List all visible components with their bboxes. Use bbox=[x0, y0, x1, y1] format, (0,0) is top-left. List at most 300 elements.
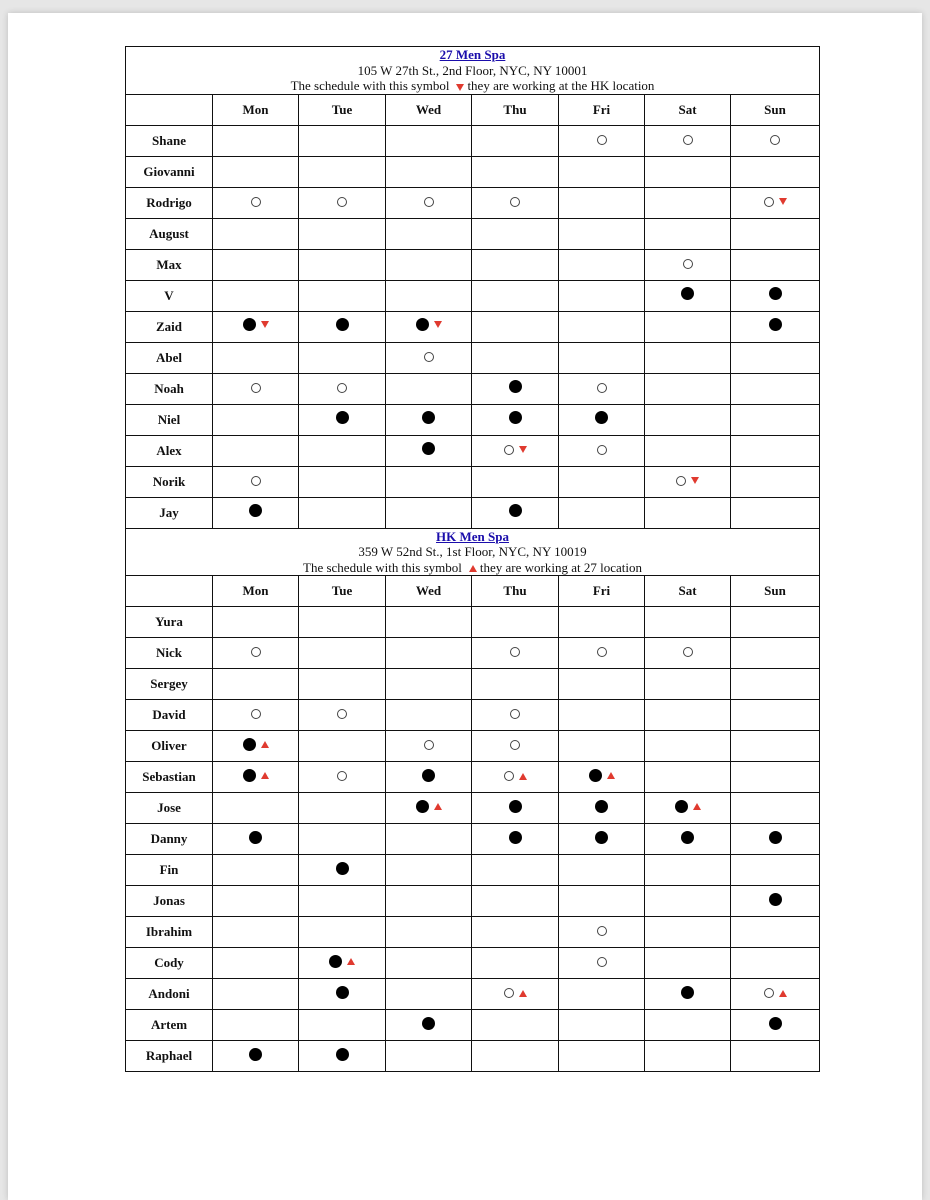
schedule-cell-tue bbox=[299, 855, 386, 886]
open-circle-icon bbox=[424, 352, 434, 362]
schedule-cell-sun bbox=[731, 342, 820, 373]
schedule-cell-mon bbox=[213, 373, 299, 404]
shift-mark bbox=[504, 445, 527, 455]
day-header-fri: Fri bbox=[559, 576, 645, 607]
schedule-cell-sat bbox=[645, 249, 731, 280]
schedule-cell-wed bbox=[386, 1041, 472, 1072]
schedule-cell-sat bbox=[645, 607, 731, 638]
staff-name: Sergey bbox=[126, 669, 213, 700]
day-header-tue: Tue bbox=[299, 94, 386, 125]
schedule-cell-sun bbox=[731, 1041, 820, 1072]
schedule-cell-mon bbox=[213, 948, 299, 979]
schedule-cell-mon bbox=[213, 497, 299, 528]
schedule-cell-tue bbox=[299, 948, 386, 979]
filled-circle-icon bbox=[595, 831, 608, 844]
schedule-cell-mon bbox=[213, 404, 299, 435]
day-header-row bbox=[126, 94, 820, 125]
filled-circle-icon bbox=[509, 380, 522, 393]
open-circle-icon bbox=[764, 988, 774, 998]
day-header-thu: Thu bbox=[472, 576, 559, 607]
staff-row bbox=[126, 125, 820, 156]
day-header-sat: Sat bbox=[645, 576, 731, 607]
schedule-cell-tue bbox=[299, 218, 386, 249]
schedule-cell-mon bbox=[213, 342, 299, 373]
schedule-cell-wed bbox=[386, 435, 472, 466]
schedule-cell-thu bbox=[472, 1041, 559, 1072]
day-header-sun: Sun bbox=[731, 576, 820, 607]
schedule-cell-wed bbox=[386, 156, 472, 187]
schedule-cell-sun bbox=[731, 249, 820, 280]
shift-mark bbox=[424, 740, 434, 750]
corner-cell bbox=[126, 576, 213, 607]
shift-mark bbox=[337, 709, 347, 719]
schedule-cell-sat bbox=[645, 218, 731, 249]
red-triangle-up-icon bbox=[261, 772, 269, 779]
open-circle-icon bbox=[424, 740, 434, 750]
open-circle-icon bbox=[510, 709, 520, 719]
schedule-cell-tue bbox=[299, 1010, 386, 1041]
schedule-cell-sun bbox=[731, 824, 820, 855]
staff-row bbox=[126, 1041, 820, 1072]
open-circle-icon bbox=[683, 647, 693, 657]
shift-mark bbox=[337, 383, 347, 393]
shift-mark bbox=[504, 988, 527, 998]
staff-name: Jonas bbox=[126, 886, 213, 917]
open-circle-icon bbox=[597, 957, 607, 967]
day-header-mon: Mon bbox=[213, 576, 299, 607]
schedule-cell-tue bbox=[299, 187, 386, 218]
shift-mark bbox=[681, 986, 694, 999]
schedule-cell-sat bbox=[645, 435, 731, 466]
schedule-cell-wed bbox=[386, 917, 472, 948]
staff-row bbox=[126, 855, 820, 886]
filled-circle-icon bbox=[509, 800, 522, 813]
shift-mark bbox=[336, 411, 349, 424]
open-circle-icon bbox=[597, 647, 607, 657]
red-triangle-down-icon bbox=[691, 477, 699, 484]
schedule-cell-tue bbox=[299, 824, 386, 855]
schedule-cell-fri bbox=[559, 948, 645, 979]
schedule-cell-sun bbox=[731, 187, 820, 218]
schedule-body bbox=[126, 47, 820, 1072]
red-triangle-down-icon bbox=[434, 321, 442, 328]
schedule-cell-wed bbox=[386, 638, 472, 669]
spa-title-link[interactable]: 27 Men Spa bbox=[439, 47, 506, 62]
staff-name: Noah bbox=[126, 373, 213, 404]
schedule-cell-fri bbox=[559, 793, 645, 824]
schedule-cell-fri bbox=[559, 187, 645, 218]
staff-name: Nick bbox=[126, 638, 213, 669]
staff-row bbox=[126, 1010, 820, 1041]
schedule-cell-sat bbox=[645, 404, 731, 435]
shift-mark bbox=[769, 1017, 782, 1030]
schedule-cell-sat bbox=[645, 280, 731, 311]
schedule-cell-fri bbox=[559, 125, 645, 156]
staff-row bbox=[126, 607, 820, 638]
staff-name: Alex bbox=[126, 435, 213, 466]
schedule-cell-thu bbox=[472, 249, 559, 280]
schedule-cell-sat bbox=[645, 824, 731, 855]
filled-circle-icon bbox=[243, 738, 256, 751]
schedule-cell-tue bbox=[299, 373, 386, 404]
schedule-cell-tue bbox=[299, 435, 386, 466]
schedule-cell-sat bbox=[645, 187, 731, 218]
staff-name: V bbox=[126, 280, 213, 311]
schedule-cell-thu bbox=[472, 731, 559, 762]
shift-mark bbox=[243, 738, 269, 751]
shift-mark bbox=[336, 986, 349, 999]
red-triangle-up-icon bbox=[347, 958, 355, 965]
schedule-cell-sat bbox=[645, 731, 731, 762]
staff-name: Raphael bbox=[126, 1041, 213, 1072]
schedule-cell-mon bbox=[213, 607, 299, 638]
schedule-cell-thu bbox=[472, 700, 559, 731]
corner-cell bbox=[126, 94, 213, 125]
staff-name: Fin bbox=[126, 855, 213, 886]
schedule-cell-sun bbox=[731, 979, 820, 1010]
shift-mark bbox=[329, 955, 355, 968]
shift-mark bbox=[597, 957, 607, 967]
open-circle-icon bbox=[510, 197, 520, 207]
schedule-cell-wed bbox=[386, 762, 472, 793]
day-header-sat: Sat bbox=[645, 94, 731, 125]
schedule-cell-sat bbox=[645, 1010, 731, 1041]
schedule-cell-wed bbox=[386, 497, 472, 528]
schedule-cell-wed bbox=[386, 280, 472, 311]
schedule-cell-fri bbox=[559, 731, 645, 762]
shift-mark bbox=[509, 504, 522, 517]
schedule-cell-mon bbox=[213, 917, 299, 948]
staff-name: Giovanni bbox=[126, 156, 213, 187]
shift-mark bbox=[510, 197, 520, 207]
staff-row bbox=[126, 979, 820, 1010]
open-circle-icon bbox=[251, 197, 261, 207]
shift-mark bbox=[336, 318, 349, 331]
schedule-cell-thu bbox=[472, 125, 559, 156]
shift-mark bbox=[249, 504, 262, 517]
day-header-sun: Sun bbox=[731, 94, 820, 125]
open-circle-icon bbox=[424, 197, 434, 207]
schedule-cell-wed bbox=[386, 669, 472, 700]
schedule-cell-wed bbox=[386, 886, 472, 917]
schedule-cell-thu bbox=[472, 1010, 559, 1041]
schedule-cell-thu bbox=[472, 855, 559, 886]
open-circle-icon bbox=[597, 445, 607, 455]
schedule-cell-sun bbox=[731, 218, 820, 249]
staff-row bbox=[126, 669, 820, 700]
schedule-cell-sat bbox=[645, 917, 731, 948]
open-circle-icon bbox=[251, 476, 261, 486]
open-circle-icon bbox=[504, 445, 514, 455]
staff-name: Danny bbox=[126, 824, 213, 855]
staff-name: Norik bbox=[126, 466, 213, 497]
staff-name: Zaid bbox=[126, 311, 213, 342]
schedule-cell-mon bbox=[213, 218, 299, 249]
shift-mark bbox=[510, 647, 520, 657]
staff-row bbox=[126, 638, 820, 669]
shift-mark bbox=[595, 411, 608, 424]
schedule-cell-fri bbox=[559, 1041, 645, 1072]
filled-circle-icon bbox=[595, 411, 608, 424]
schedule-cell-mon bbox=[213, 435, 299, 466]
staff-name: Andoni bbox=[126, 979, 213, 1010]
schedule-cell-sat bbox=[645, 1041, 731, 1072]
filled-circle-icon bbox=[249, 1048, 262, 1061]
schedule-cell-sat bbox=[645, 700, 731, 731]
schedule-cell-thu bbox=[472, 886, 559, 917]
schedule-cell-mon bbox=[213, 979, 299, 1010]
schedule-cell-mon bbox=[213, 731, 299, 762]
schedule-cell-tue bbox=[299, 342, 386, 373]
schedule-cell-thu bbox=[472, 156, 559, 187]
filled-circle-icon bbox=[336, 318, 349, 331]
shift-mark bbox=[681, 287, 694, 300]
staff-row bbox=[126, 793, 820, 824]
schedule-cell-thu bbox=[472, 187, 559, 218]
shift-mark bbox=[597, 647, 607, 657]
schedule-cell-tue bbox=[299, 607, 386, 638]
spa-address: 105 W 27th St., 2nd Floor, NYC, NY 10001 bbox=[357, 62, 588, 78]
schedule-cell-sun bbox=[731, 156, 820, 187]
staff-name: Artem bbox=[126, 1010, 213, 1041]
schedule-cell-mon bbox=[213, 762, 299, 793]
document-page bbox=[8, 13, 922, 1200]
filled-circle-icon bbox=[769, 318, 782, 331]
section-header-row bbox=[126, 47, 820, 95]
open-circle-icon bbox=[597, 926, 607, 936]
open-circle-icon bbox=[510, 647, 520, 657]
schedule-cell-tue bbox=[299, 979, 386, 1010]
filled-circle-icon bbox=[681, 986, 694, 999]
schedule-cell-wed bbox=[386, 793, 472, 824]
shift-mark bbox=[504, 771, 527, 781]
staff-row bbox=[126, 731, 820, 762]
filled-circle-icon bbox=[675, 800, 688, 813]
schedule-cell-fri bbox=[559, 342, 645, 373]
open-circle-icon bbox=[251, 709, 261, 719]
schedule-cell-mon bbox=[213, 638, 299, 669]
staff-row bbox=[126, 762, 820, 793]
open-circle-icon bbox=[510, 740, 520, 750]
red-triangle-up-icon bbox=[519, 773, 527, 780]
shift-mark bbox=[510, 709, 520, 719]
schedule-cell-mon bbox=[213, 125, 299, 156]
shift-mark bbox=[337, 197, 347, 207]
staff-row bbox=[126, 156, 820, 187]
schedule-cell-wed bbox=[386, 342, 472, 373]
schedule-cell-thu bbox=[472, 948, 559, 979]
schedule-cell-mon bbox=[213, 280, 299, 311]
shift-mark bbox=[249, 1048, 262, 1061]
red-triangle-up-icon bbox=[607, 772, 615, 779]
staff-row bbox=[126, 886, 820, 917]
shift-mark bbox=[595, 800, 608, 813]
red-triangle-down-icon bbox=[519, 446, 527, 453]
filled-circle-icon bbox=[249, 831, 262, 844]
schedule-cell-sun bbox=[731, 886, 820, 917]
schedule-cell-sat bbox=[645, 125, 731, 156]
schedule-cell-thu bbox=[472, 638, 559, 669]
red-triangle-up-icon bbox=[779, 990, 787, 997]
schedule-cell-thu bbox=[472, 342, 559, 373]
legend-note-before: The schedule with this symbol bbox=[290, 78, 450, 93]
schedule-cell-tue bbox=[299, 311, 386, 342]
schedule-cell-tue bbox=[299, 762, 386, 793]
red-triangle-down-icon bbox=[261, 321, 269, 328]
schedule-cell-fri bbox=[559, 762, 645, 793]
schedule-cell-tue bbox=[299, 404, 386, 435]
staff-row bbox=[126, 948, 820, 979]
shift-mark bbox=[676, 476, 699, 486]
schedule-cell-fri bbox=[559, 855, 645, 886]
filled-circle-icon bbox=[422, 769, 435, 782]
schedule-cell-fri bbox=[559, 249, 645, 280]
staff-name: Oliver bbox=[126, 731, 213, 762]
shift-mark bbox=[589, 769, 615, 782]
staff-name: Shane bbox=[126, 125, 213, 156]
shift-mark bbox=[597, 926, 607, 936]
schedule-cell-wed bbox=[386, 855, 472, 886]
day-header-wed: Wed bbox=[386, 94, 472, 125]
schedule-cell-mon bbox=[213, 669, 299, 700]
schedule-cell-thu bbox=[472, 762, 559, 793]
schedule-cell-thu bbox=[472, 607, 559, 638]
shift-mark bbox=[770, 135, 780, 145]
schedule-cell-mon bbox=[213, 855, 299, 886]
schedule-cell-wed bbox=[386, 607, 472, 638]
schedule-cell-sat bbox=[645, 156, 731, 187]
schedule-cell-thu bbox=[472, 793, 559, 824]
schedule-cell-thu bbox=[472, 435, 559, 466]
open-circle-icon bbox=[337, 771, 347, 781]
schedule-cell-sat bbox=[645, 311, 731, 342]
schedule-cell-thu bbox=[472, 497, 559, 528]
shift-mark bbox=[509, 831, 522, 844]
schedule-cell-wed bbox=[386, 1010, 472, 1041]
schedule-cell-fri bbox=[559, 280, 645, 311]
schedule-cell-fri bbox=[559, 700, 645, 731]
filled-circle-icon bbox=[416, 318, 429, 331]
filled-circle-icon bbox=[769, 287, 782, 300]
schedule-cell-fri bbox=[559, 824, 645, 855]
schedule-cell-thu bbox=[472, 404, 559, 435]
red-triangle-up-icon bbox=[469, 565, 477, 572]
filled-circle-icon bbox=[336, 986, 349, 999]
shift-mark bbox=[675, 800, 701, 813]
schedule-cell-mon bbox=[213, 824, 299, 855]
schedule-cell-sun bbox=[731, 700, 820, 731]
staff-name: Ibrahim bbox=[126, 917, 213, 948]
schedule-cell-fri bbox=[559, 497, 645, 528]
shift-mark bbox=[509, 411, 522, 424]
schedule-cell-sun bbox=[731, 669, 820, 700]
open-circle-icon bbox=[770, 135, 780, 145]
staff-row bbox=[126, 497, 820, 528]
shift-mark bbox=[764, 988, 787, 998]
open-circle-icon bbox=[504, 988, 514, 998]
schedule-cell-tue bbox=[299, 886, 386, 917]
staff-name: August bbox=[126, 218, 213, 249]
schedule-cell-mon bbox=[213, 156, 299, 187]
legend-note bbox=[126, 78, 819, 94]
filled-circle-icon bbox=[769, 831, 782, 844]
schedule-cell-sun bbox=[731, 280, 820, 311]
filled-circle-icon bbox=[336, 862, 349, 875]
day-header-tue: Tue bbox=[299, 576, 386, 607]
schedule-cell-thu bbox=[472, 979, 559, 1010]
filled-circle-icon bbox=[595, 800, 608, 813]
legend-note-after: they are working at 27 location bbox=[479, 559, 642, 575]
day-header-mon: Mon bbox=[213, 94, 299, 125]
schedule-cell-sun bbox=[731, 125, 820, 156]
schedule-cell-tue bbox=[299, 731, 386, 762]
schedule-cell-sun bbox=[731, 1010, 820, 1041]
open-circle-icon bbox=[597, 383, 607, 393]
shift-mark bbox=[424, 352, 434, 362]
shift-mark bbox=[597, 135, 607, 145]
schedule-cell-fri bbox=[559, 1010, 645, 1041]
red-triangle-up-icon bbox=[693, 803, 701, 810]
schedule-cell-tue bbox=[299, 497, 386, 528]
schedule-cell-fri bbox=[559, 886, 645, 917]
filled-circle-icon bbox=[509, 504, 522, 517]
section-header bbox=[126, 528, 820, 576]
schedule-cell-wed bbox=[386, 979, 472, 1010]
filled-circle-icon bbox=[336, 1048, 349, 1061]
filled-circle-icon bbox=[509, 831, 522, 844]
filled-circle-icon bbox=[336, 411, 349, 424]
schedule-cell-sun bbox=[731, 638, 820, 669]
shift-mark bbox=[769, 318, 782, 331]
spa-title-link[interactable]: HK Men Spa bbox=[436, 528, 509, 544]
schedule-cell-thu bbox=[472, 466, 559, 497]
staff-name: Cody bbox=[126, 948, 213, 979]
schedule-cell-thu bbox=[472, 280, 559, 311]
staff-name: Niel bbox=[126, 404, 213, 435]
staff-row bbox=[126, 824, 820, 855]
day-header-wed: Wed bbox=[386, 576, 472, 607]
schedule-cell-wed bbox=[386, 700, 472, 731]
staff-row bbox=[126, 280, 820, 311]
staff-row bbox=[126, 311, 820, 342]
schedule-cell-sun bbox=[731, 497, 820, 528]
shift-mark bbox=[424, 197, 434, 207]
schedule-cell-thu bbox=[472, 311, 559, 342]
open-circle-icon bbox=[504, 771, 514, 781]
schedule-cell-mon bbox=[213, 1041, 299, 1072]
shift-mark bbox=[683, 259, 693, 269]
filled-circle-icon bbox=[329, 955, 342, 968]
schedule-cell-wed bbox=[386, 948, 472, 979]
schedule-cell-mon bbox=[213, 886, 299, 917]
schedule-cell-mon bbox=[213, 249, 299, 280]
schedule-cell-sat bbox=[645, 855, 731, 886]
schedule-cell-mon bbox=[213, 187, 299, 218]
shift-mark bbox=[422, 769, 435, 782]
shift-mark bbox=[764, 197, 787, 207]
filled-circle-icon bbox=[243, 769, 256, 782]
shift-mark bbox=[769, 831, 782, 844]
staff-row bbox=[126, 342, 820, 373]
filled-circle-icon bbox=[681, 831, 694, 844]
red-triangle-up-icon bbox=[519, 990, 527, 997]
shift-mark bbox=[336, 862, 349, 875]
schedule-cell-fri bbox=[559, 404, 645, 435]
staff-name: Jose bbox=[126, 793, 213, 824]
schedule-cell-sat bbox=[645, 342, 731, 373]
shift-mark bbox=[595, 831, 608, 844]
shift-mark bbox=[416, 800, 442, 813]
